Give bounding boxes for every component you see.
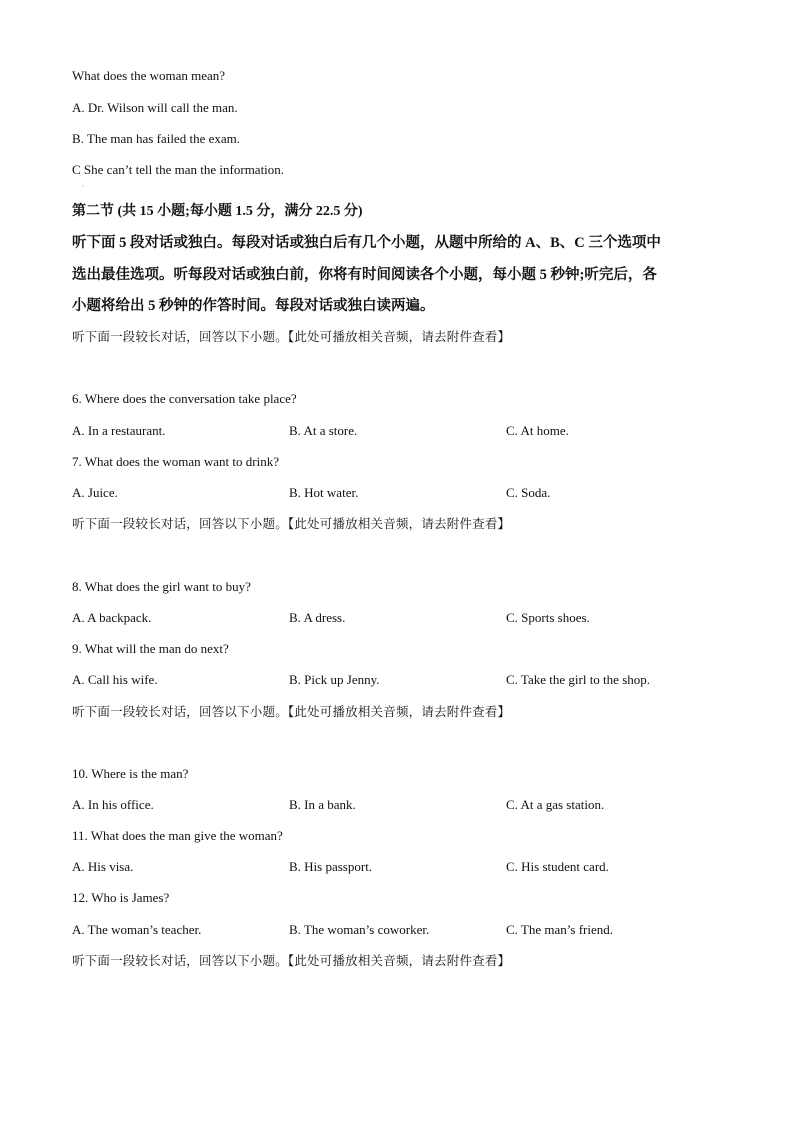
option-c: C She can’t tell the man the information. (72, 162, 285, 177)
question-stem: 12. Who is James? (72, 890, 170, 905)
listening-note: 听下面一段较长对话，回答以下小题。【此处可播放相关音频，请去附件查看】 (72, 705, 511, 719)
listening-note: 听下面一段较长对话，回答以下小题。【此处可播放相关音频，请去附件查看】 (72, 954, 511, 968)
option-b: B. The woman’s coworker. (289, 922, 430, 937)
option-b: B. In a bank. (289, 797, 356, 812)
option-c: C. The man’s friend. (506, 922, 613, 937)
option-b: B. His passport. (289, 859, 373, 874)
question-stem: 9. What will the man do next? (72, 641, 229, 656)
option-a: A. In his office. (72, 797, 154, 812)
option-b: B. Hot water. (289, 485, 359, 500)
option-c: C. At a gas station. (506, 797, 605, 812)
option-c: C. Soda. (506, 485, 551, 500)
listening-note: 听下面一段较长对话，回答以下小题。【此处可播放相关音频，请去附件查看】 (72, 517, 511, 531)
option-a: A. In a restaurant. (72, 423, 166, 438)
listening-note: 听下面一段较长对话，回答以下小题。【此处可播放相关音频，请去附件查看】 (72, 330, 511, 344)
option-c: C. Take the girl to the shop. (506, 672, 650, 687)
option-b: B. Pick up Jenny. (289, 672, 380, 687)
option-a: A. Dr. Wilson will call the man. (72, 100, 238, 115)
option-b: B. A dress. (289, 610, 346, 625)
option-b: B. At a store. (289, 423, 358, 438)
option-a: A. The woman’s teacher. (72, 922, 202, 937)
option-a: A. A backpack. (72, 610, 152, 625)
question-stem: 8. What does the girl want to buy? (72, 579, 251, 594)
question-stem: 6. Where does the conversation take place? (72, 391, 297, 406)
option-b: B. The man has failed the exam. (72, 131, 240, 146)
section-instructions-line-3: 小题将给出 5 秒钟的作答时间。每段对话或独白读两遍。 (72, 298, 435, 314)
option-a: A. Call his wife. (72, 672, 158, 687)
question-stem: 7. What does the woman want to drink? (72, 454, 279, 469)
section-title: 第二节 (共 15 小题;每小题 1.5 分，满分 22.5 分) (72, 204, 363, 219)
option-c: C. His student card. (506, 859, 609, 874)
option-a: A. Juice. (72, 485, 118, 500)
option-a: A. His visa. (72, 859, 134, 874)
question-stem: 11. What does the man give the woman? (72, 828, 283, 843)
question-stem: 10. Where is the man? (72, 766, 189, 781)
section-instructions-line-2: 选出最佳选项。听每段对话或独白前，你将有时间阅读各个小题，每小题 5 秒钟;听完后，各 (72, 267, 657, 283)
section-instructions-line-1: 听下面 5 段对话或独白。每段对话或独白后有几个小题，从题中所给的 A、B、C 三个选项中 (72, 235, 661, 251)
question-stem: What does the woman mean? (72, 68, 226, 83)
stray-mark: · (82, 184, 84, 190)
option-c: C. At home. (506, 423, 569, 438)
option-c: C. Sports shoes. (506, 610, 590, 625)
